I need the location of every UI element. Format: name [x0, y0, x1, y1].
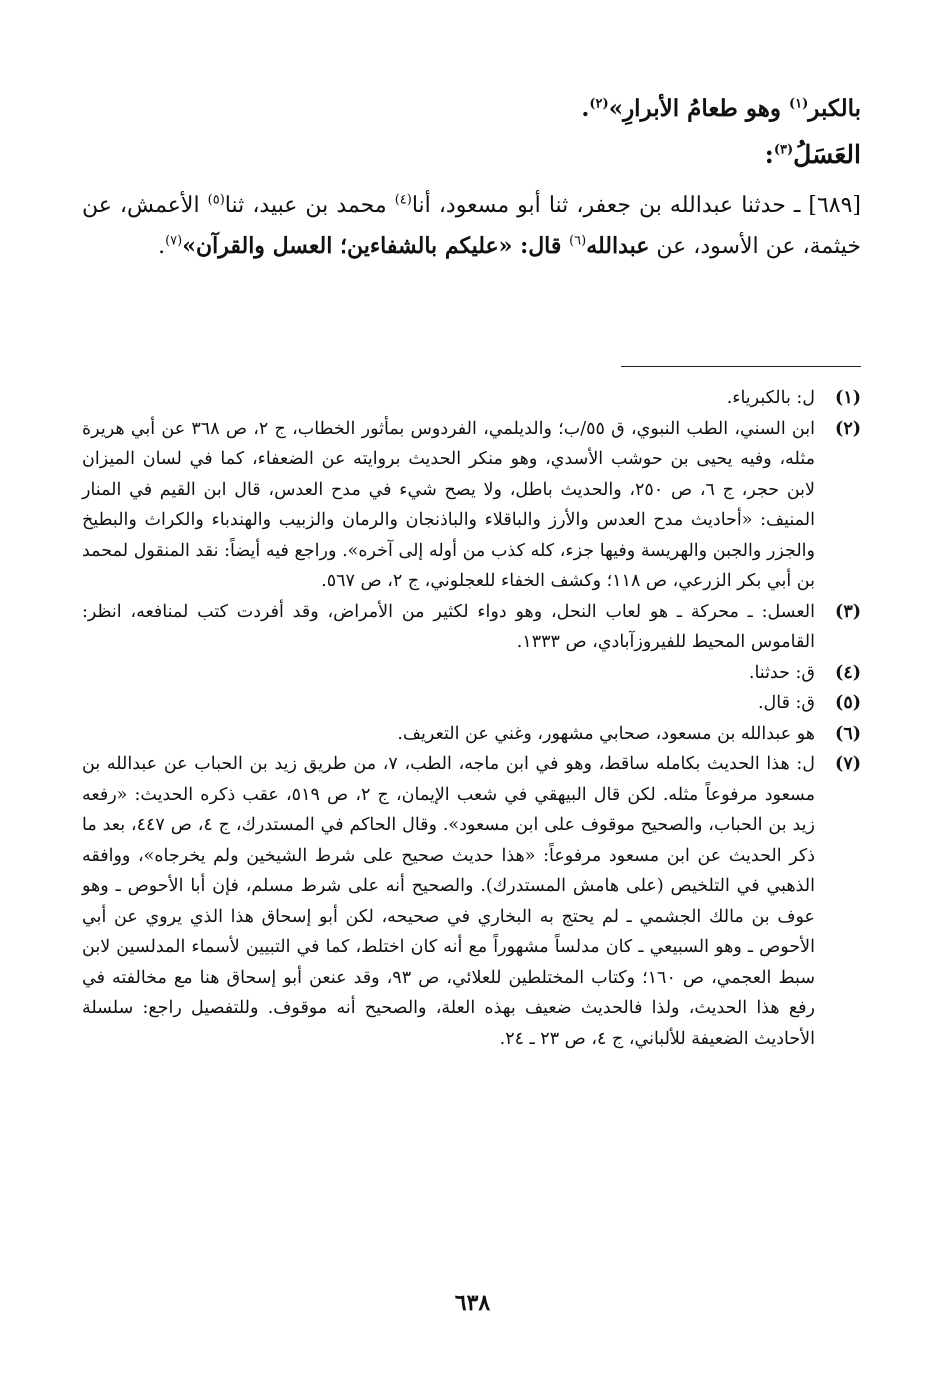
hadith-text: محمد بن عبيد، ثنا — [224, 193, 395, 218]
footnote-number: (٢) — [835, 418, 861, 439]
line-text: بالكبر — [808, 95, 861, 122]
footnote-number: (٤) — [835, 662, 861, 683]
main-text — [82, 92, 861, 267]
footnote-text: ابن السني، الطب النبوي، ق ٥٥/ب؛ والديلمي، الفردوس بمأثور الخطاب، ج ٢، ص ٣٦٨ عن أبي هريرة مثله، وفيه يحيى بن حوشب الأسدي، وهو منكر الحديث بروايته عن الضعفاء، كما في لسان الميزان لابن حجر، ج ٦، ص ٢٥٠، والحديث باطل، ولا يصح شيء في مدح العدس، قال ابن القيم في المنار المنيف: «أحاديث مدح العدس والأرز والباقلاء والباذنجان والرمان والزبيب والهندباء والكراث والبطيخ والجزر والجبن والهريسة وفيها جزء، كله كذب من أوله إلى آخره». وراجع فيه أيضاً: نقد المنقول لمحمد بن أبي بكر الزرعي، ص ١١٨؛ وكشف الخفاء للعجلوني، ج ٢، ص ٥٦٧. — [82, 418, 816, 591]
footnote-7 — [82, 749, 861, 1054]
hadith-paragraph — [82, 186, 861, 267]
footnote-text: هو عبدالله بن مسعود، صحابي مشهور، وغني عن التعريف. — [397, 723, 815, 744]
hadith-text: الأعمش، عن خيثمة، عن الأسود، عن — [82, 193, 861, 259]
hadith-end: . — [158, 234, 166, 259]
footnote-5 — [82, 688, 861, 719]
footnote-number: (٥) — [835, 693, 861, 713]
footnote-text: ق: حدثنا. — [748, 662, 815, 683]
footnote-text: ق: قال. — [757, 693, 815, 713]
footnote-marker-5: (٥) — [207, 192, 225, 208]
footnote-marker-3: (٣) — [773, 142, 794, 158]
footnote-number: (٧) — [835, 754, 861, 774]
footnote-marker-6: (٦) — [569, 233, 587, 249]
footnote-text: ل: هذا الحديث بكامله ساقط، وهو في ابن ماجه، الطب، ٧، من طريق زيد بن الحباب عن عبدالله بن مسعود مرفوعاً مثله. لكن قال البيهقي في شعب الإيمان، ج ٢، ص ٥١٩، عقب ذكره الحديث: «رفعه زيد بن الحباب، والصحيح موقوف على ابن مسعود». وقال الحاكم في المستدرك، ج ٤، ص ٤٤٧، بعد ما ذكر الحديث عن ابن مسعود مرفوعاً: «هذا حديث صحيح على شرط الشيخين ولم يخرجاه»، ووافقه الذهبي في التلخيص (على هامش المستدرك). والصحيح أنه على شرط مسلم، فإن أبا الأحوص ـ وهو عوف بن مالك الجشمي ـ لم يحتج به البخاري في صحيحه، لكن أبو إسحاق هذا الذي يروي عن أبي الأحوص ـ وهو السبيعي ـ كان مدلساً مشهوراً مع أنه كان اختلط، كما في التبيين لأسماء المدلسين لابن سبط العجمي، ص ١٦٠؛ وكتاب المختلطين للعلائي، ص ٩٣، وقد عنعن أبو إسحاق هنا مع مخالفته في رفع هذا الحديث، ولذا فالحديث ضعيف بهذه العلة، والصحيح أنه موقوف. وللتفصيل راجع: سلسلة الأحاديث الضعيفة للألباني، ج ٤، ص ٢٣ ـ ٢٤. — [82, 754, 815, 1049]
footnote-number: (٦) — [835, 723, 861, 744]
page-number: ٦٣٨ — [454, 1290, 491, 1316]
heading-text: العَسَلُ — [793, 140, 861, 169]
footnote-separator — [621, 366, 861, 367]
heading-colon: : — [764, 140, 774, 169]
hadith-quote: قال: «عليكم بالشفاءين؛ العسل والقرآن» — [182, 233, 570, 259]
footnote-4 — [82, 658, 861, 689]
footnote-text: العسل: ـ محركة ـ هو لعاب النحل، وهو دواء لكثير من الأمراض، وقد أفردت كتب لمنافعه، انظر: القاموس المحيط للفيروزآبادي، ص ١٣٣٣. — [82, 601, 815, 652]
footnote-text: ل: بالكبرياء. — [726, 388, 815, 408]
line-text: وهو طعامُ الأبرارِ» — [608, 95, 789, 122]
footnote-3 — [82, 597, 861, 658]
footnote-number: (١) — [835, 388, 861, 408]
footnote-marker-4: (٤) — [394, 192, 412, 208]
footnote-2 — [82, 414, 861, 597]
line-end: . — [581, 95, 590, 122]
footnote-1 — [82, 383, 861, 414]
hadith-text: [٦٨٩] ـ حدثنا عبدالله بن جعفر، ثنا أبو مسعود، أنا — [411, 193, 862, 218]
section-heading — [82, 138, 861, 172]
footnote-marker-2: (٢) — [589, 96, 609, 112]
footnote-6 — [82, 719, 861, 750]
footnote-number: (٣) — [835, 601, 861, 622]
footnote-marker-1: (١) — [788, 96, 809, 112]
hadith-text-bold: عبدالله — [586, 233, 650, 259]
footnotes — [82, 383, 861, 1054]
continuation-line — [82, 92, 861, 126]
footnote-marker-7: (٧) — [165, 233, 183, 249]
